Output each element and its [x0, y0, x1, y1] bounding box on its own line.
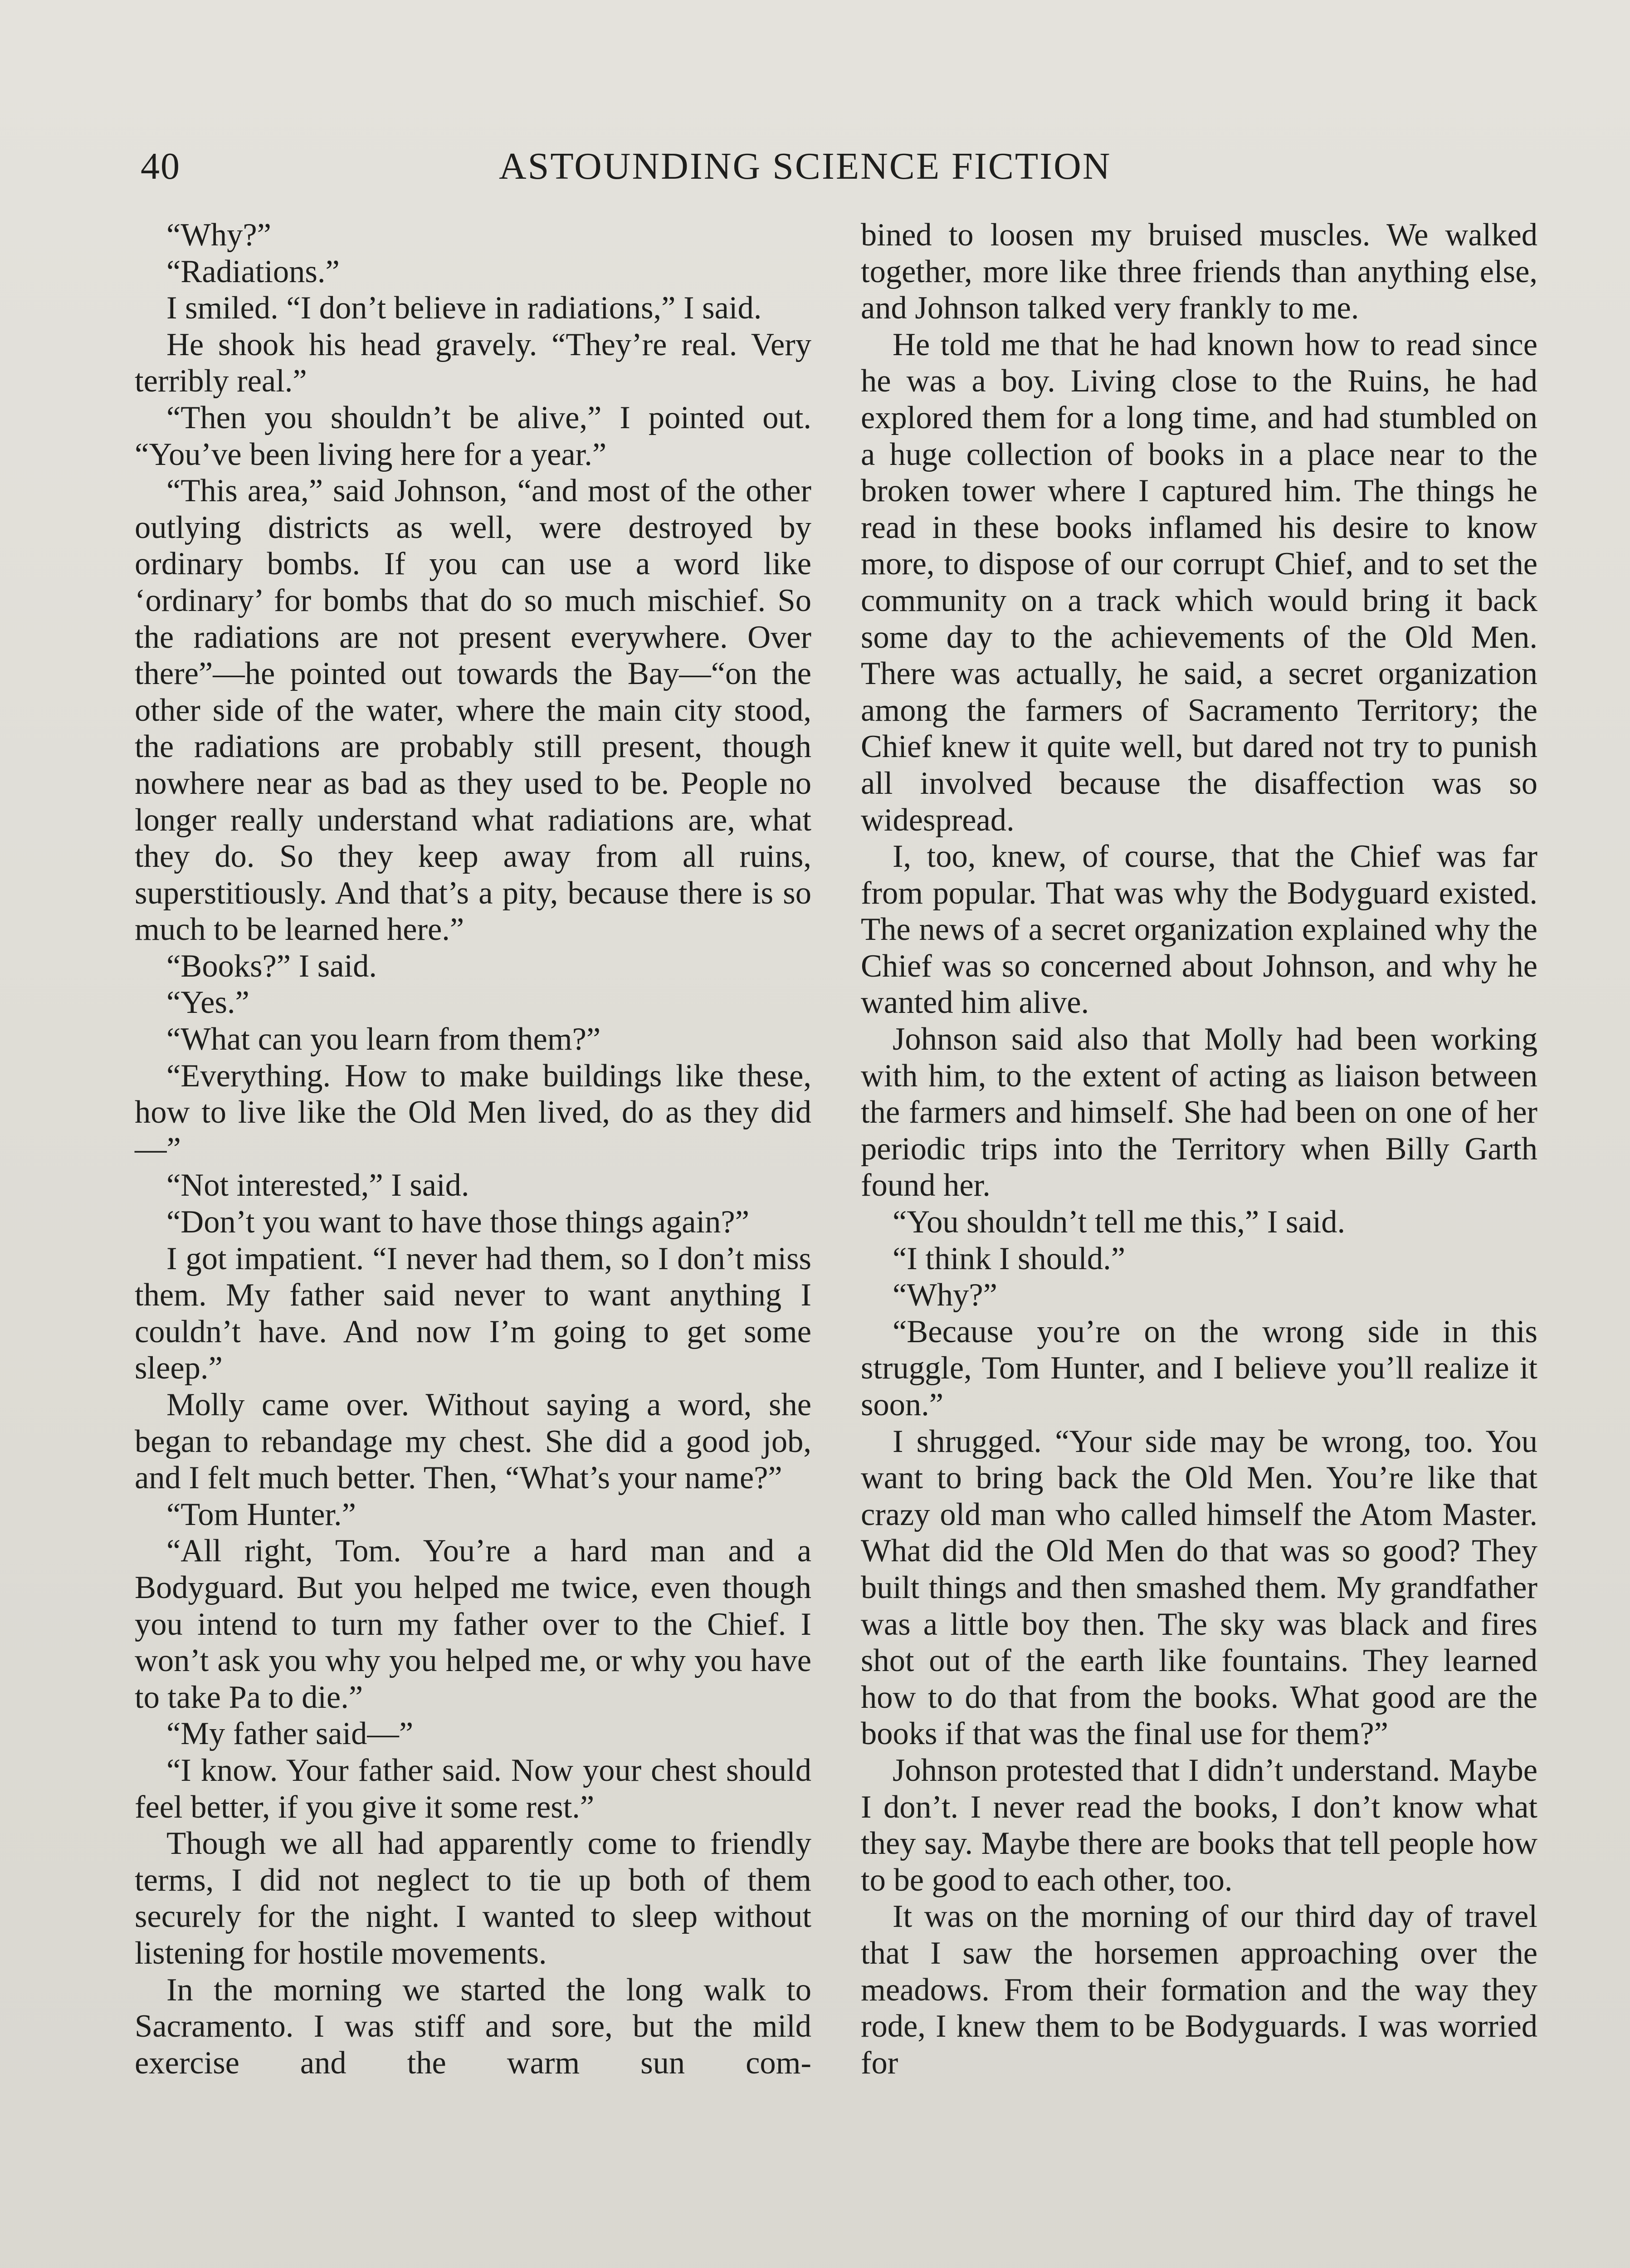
paragraph: “Everything. How to make buildings like these, how to live like the Old Men lived, do as they did—” — [135, 1058, 811, 1167]
paragraph: “My father said—” — [166, 1716, 414, 1752]
paragraph: “You shouldn’t tell me this,” I said. — [893, 1204, 1346, 1240]
running-head: ASTOUNDING SCIENCE FICTION — [499, 145, 1112, 187]
paragraph-continuation: bined to loosen my bruised muscles. We walked together, more like three friends than anything else, and Johnson talked very frankly to me. — [861, 217, 1537, 326]
left-column — [135, 217, 811, 2081]
paragraph: “All right, Tom. You’re a hard man and a Bodyguard. But you helped me twice, even though you intend to turn my father over to the Chief. I won’t ask you why you helped me, or why you have to take Pa to die.” — [135, 1533, 811, 1715]
paragraph: “Then you shouldn’t be alive,” I pointed out. “You’ve been living here for a year.” — [135, 400, 811, 472]
paragraph: “Yes.” — [166, 985, 249, 1021]
paragraph: Though we all had apparently come to friendly terms, I did not neglect to tie up both of them securely for the night. I wanted to sleep without listening for hostile movements. — [135, 1826, 811, 1971]
paragraph: In the morning we started the long walk to Sacramento. I was stiff and sore, but the mild exercise and the warm sun com- — [135, 1972, 811, 2081]
paragraph: I smiled. “I don’t believe in radiations,” I said. — [166, 290, 762, 326]
paragraph: I got impatient. “I never had them, so I don’t miss them. My father said never to want anything I couldn’t have. And now I’m going to get some sleep.” — [135, 1241, 811, 1386]
paragraph: “Why?” — [893, 1277, 997, 1313]
paragraph: I shrugged. “Your side may be wrong, too. You want to bring back the Old Men. You’re like that crazy old man who called himself the Atom Master. What did the Old Men do that was so good? They built things and then smashed them. My grandfather was a little boy then. The sky was black and fires shot out of the earth like fountains. They learned how to do that from the books. What good are the books if that was the final use for them?” — [861, 1423, 1537, 1752]
paragraph: “This area,” said Johnson, “and most of the other outlying districts as well, were destroyed by ordinary bombs. If you can use a word like ‘ordinary’ for bombs that do so much mischief. So the radiations are not present everywhere. Over there”—he pointed out towards the Bay—“on the other side of the water, where the main city stood, the radiations are probably still present, though nowhere near as bad as they used to be. People no longer really understand what radiations are, what they do. So they keep away from all ruins, superstitiously. And that’s a pity, because there is so much to be learned here.” — [135, 473, 811, 948]
paragraph: “Books?” I said. — [166, 948, 377, 984]
paragraph: Johnson said also that Molly had been working with him, to the extent of acting as liaison between the farmers and himself. She had been on one of her periodic trips into the Territory when Billy Garth found her. — [861, 1022, 1537, 1203]
paragraph: He told me that he had known how to read since he was a boy. Living close to the Ruins, he had explored them for a long time, and had stumbled on a huge collection of books in a place near to the broken tower where I captured him. The things he read in these books inflamed his desire to know more, to dispose of our corrupt Chief, and to set the community on a track which would bring it back some day to the achievements of the Old Men. There was actually, he said, a secret organization among the farmers of Sacramento Territory; the Chief knew it quite well, but dared not try to punish all involved because the disaffection was so widespread. — [861, 327, 1537, 838]
paragraph: “Tom Hunter.” — [166, 1496, 356, 1532]
paragraph: “Don’t you want to have those things again?” — [166, 1204, 750, 1240]
paragraph: Molly came over. Without saying a word, she began to rebandage my chest. She did a good job, and I felt much better. Then, “What’s your name?” — [135, 1387, 811, 1496]
paragraph: “Because you’re on the wrong side in this struggle, Tom Hunter, and I believe you’ll realize it soon.” — [861, 1314, 1537, 1422]
paragraph: He shook his head gravely. “They’re real. Very terribly real.” — [135, 327, 811, 399]
page-number: 40 — [141, 145, 181, 187]
paragraph: It was on the morning of our third day of travel that I saw the horsemen approaching over the meadows. From their formation and the way they rode, I knew them to be Bodyguards. I was worried for — [861, 1899, 1537, 2081]
paragraph: “What can you learn from them?” — [166, 1022, 601, 1057]
paragraph: I, too, knew, of course, that the Chief was far from popular. That was why the Bodyguard existed. The news of a secret organization explained why the Chief was so concerned about Johnson, and why he wanted him alive. — [861, 839, 1537, 1021]
paragraph: “Why?” — [166, 217, 271, 253]
paragraph: Johnson protested that I didn’t understand. Maybe I don’t. I never read the books, I don’t know what they say. Maybe there are books that tell people how to be good to each other, too. — [861, 1752, 1537, 1898]
paragraph: “I know. Your father said. Now your chest should feel better, if you give it some rest.” — [135, 1752, 811, 1825]
paragraph: “Not interested,” I said. — [166, 1168, 469, 1203]
paragraph: “Radiations.” — [166, 254, 340, 289]
right-column — [861, 217, 1537, 2081]
paragraph: “I think I should.” — [893, 1241, 1125, 1276]
